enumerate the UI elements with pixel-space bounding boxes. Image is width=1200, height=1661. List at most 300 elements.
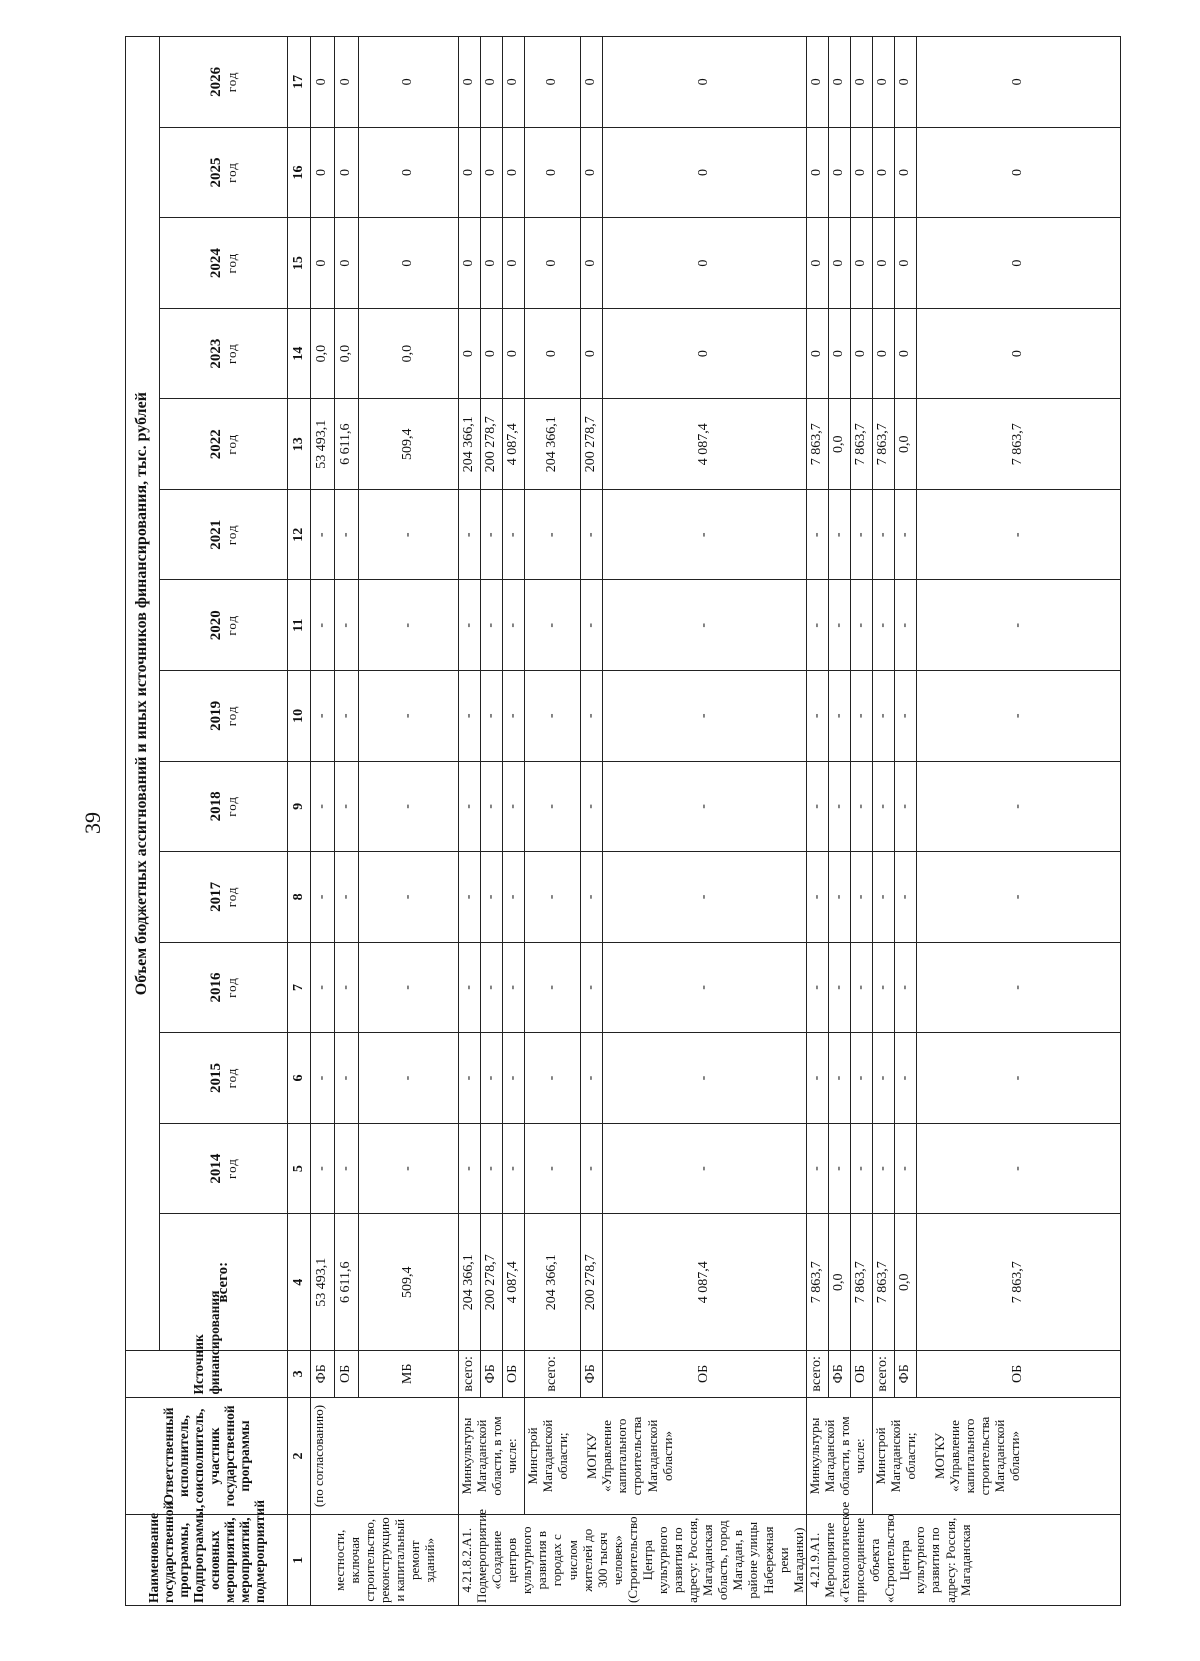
value-cell: -: [359, 942, 459, 1033]
value-cell: -: [459, 852, 481, 943]
header-year-value: 2021: [208, 519, 225, 550]
header-funding-title: Объем бюджетных ассигнований и иных источников финансирования, тыс. рублей: [126, 37, 160, 1351]
executor-ministry: Минстрой Магаданской области;: [872, 1419, 918, 1493]
value-cell: 7 863,7: [806, 1214, 828, 1351]
value-cell: -: [806, 1123, 828, 1214]
value-cell: -: [872, 942, 894, 1033]
executor-cell: [525, 1397, 807, 1515]
table-row: [459, 37, 481, 1606]
value-cell: 200 278,7: [580, 399, 602, 490]
value-cell: 0: [806, 127, 828, 218]
value-cell: 0: [503, 127, 525, 218]
value-cell: -: [481, 671, 503, 762]
value-cell: -: [916, 942, 1120, 1033]
column-number-row: [288, 37, 311, 1606]
table-row: [525, 37, 581, 1606]
value-cell: 0: [916, 127, 1120, 218]
value-cell: 0: [503, 218, 525, 309]
value-cell: -: [459, 489, 481, 580]
header-year-label: год: [223, 162, 239, 183]
value-cell: -: [580, 852, 602, 943]
value-cell: -: [525, 580, 581, 671]
header-year-value: 2024: [208, 248, 225, 279]
value-cell: 204 366,1: [525, 399, 581, 490]
value-cell: -: [525, 761, 581, 852]
table-body: [311, 37, 1121, 1606]
header-year-label: год: [223, 252, 239, 274]
value-cell: -: [872, 1033, 894, 1124]
value-cell: 0: [602, 127, 806, 218]
value-cell: 0: [850, 308, 872, 399]
value-cell: -: [828, 1033, 850, 1124]
executor-cell: [872, 1397, 1120, 1515]
column-number: 7: [288, 942, 311, 1033]
value-cell: -: [503, 671, 525, 762]
value-cell: -: [311, 580, 335, 671]
value-cell: 0: [525, 218, 581, 309]
value-cell: -: [580, 1033, 602, 1124]
header-total: всего:: [160, 1214, 288, 1351]
value-cell: -: [894, 580, 916, 671]
table-row: [335, 37, 359, 1606]
funding-table: [125, 36, 1121, 1606]
value-cell: -: [872, 761, 894, 852]
header-executor: Ответственный исполнитель, соисполнитель, участник государственной программы: [126, 1397, 288, 1515]
value-cell: -: [525, 852, 581, 943]
value-cell: -: [359, 1123, 459, 1214]
rotated-page: [125, 36, 1125, 1606]
column-number: 4: [288, 1214, 311, 1351]
value-cell: -: [503, 942, 525, 1033]
value-cell: -: [335, 852, 359, 943]
value-cell: 0: [481, 127, 503, 218]
value-cell: -: [459, 1033, 481, 1124]
value-cell: -: [916, 1123, 1120, 1214]
header-year: [160, 761, 288, 852]
value-cell: 0: [359, 218, 459, 309]
value-cell: -: [602, 671, 806, 762]
value-cell: 200 278,7: [481, 1214, 503, 1351]
value-cell: -: [872, 580, 894, 671]
value-cell: -: [335, 1123, 359, 1214]
value-cell: 0: [602, 37, 806, 128]
value-cell: -: [459, 1123, 481, 1214]
table-row: [580, 37, 602, 1606]
header-year-label: год: [223, 71, 239, 93]
table-row: [311, 37, 335, 1606]
value-cell: 204 366,1: [459, 1214, 481, 1351]
column-number: 14: [288, 308, 311, 399]
source-cell: всего:: [459, 1351, 481, 1397]
header-year-value: 2022: [208, 429, 225, 460]
value-cell: 0: [359, 127, 459, 218]
value-cell: -: [602, 1033, 806, 1124]
value-cell: -: [481, 580, 503, 671]
value-cell: 7 863,7: [916, 399, 1120, 490]
value-cell: -: [806, 942, 828, 1033]
value-cell: 0,0: [359, 308, 459, 399]
value-cell: 0: [459, 218, 481, 309]
header-year: [160, 1123, 288, 1214]
item-name-cell: 4.21.8.2.А1. Подмероприятие «Создание центров культурного развития в городах с числом жителей до 300 тысяч человек» (Строительство Центра культурного развития по адресу: Россия, Магаданская область, город Магадан, в районе улицы Набережная реки Магаданки): [459, 1515, 807, 1606]
value-cell: -: [359, 852, 459, 943]
value-cell: -: [481, 1033, 503, 1124]
value-cell: 7 863,7: [850, 399, 872, 490]
value-cell: 0: [850, 127, 872, 218]
table-row: [481, 37, 503, 1606]
table-row: [828, 37, 850, 1606]
column-number: 12: [288, 489, 311, 580]
header-year: [160, 852, 288, 943]
value-cell: -: [828, 852, 850, 943]
value-cell: 0: [916, 218, 1120, 309]
column-number: 1: [288, 1515, 311, 1606]
table-row: [806, 37, 828, 1606]
header-year-label: год: [223, 343, 239, 365]
value-cell: 0: [481, 308, 503, 399]
value-cell: -: [872, 1123, 894, 1214]
value-cell: 0: [335, 37, 359, 128]
value-cell: 0: [359, 37, 459, 128]
value-cell: -: [359, 1033, 459, 1124]
value-cell: -: [894, 1123, 916, 1214]
value-cell: -: [916, 671, 1120, 762]
value-cell: 0,0: [894, 399, 916, 490]
value-cell: 0: [459, 308, 481, 399]
executor-agency: МОГКУ «Управление капитального строительства Магаданской области»: [932, 1416, 1023, 1496]
value-cell: -: [525, 671, 581, 762]
value-cell: -: [916, 852, 1120, 943]
value-cell: 0: [850, 37, 872, 128]
value-cell: -: [602, 580, 806, 671]
source-cell: ОБ: [503, 1351, 525, 1397]
header-year-value: 2023: [208, 338, 225, 369]
value-cell: -: [894, 1033, 916, 1124]
value-cell: -: [503, 852, 525, 943]
value-cell: -: [894, 489, 916, 580]
column-number: 8: [288, 852, 311, 943]
value-cell: 0: [850, 218, 872, 309]
value-cell: -: [850, 761, 872, 852]
value-cell: -: [335, 942, 359, 1033]
value-cell: -: [525, 1123, 581, 1214]
value-cell: 204 366,1: [525, 1214, 581, 1351]
source-cell: ФБ: [828, 1351, 850, 1397]
value-cell: 53 493,1: [311, 1214, 335, 1351]
value-cell: -: [850, 1123, 872, 1214]
header-source: Источник финансирования: [126, 1351, 288, 1397]
value-cell: -: [580, 942, 602, 1033]
value-cell: -: [916, 580, 1120, 671]
source-cell: ФБ: [580, 1351, 602, 1397]
value-cell: 0: [311, 127, 335, 218]
header-year-label: год: [223, 433, 239, 455]
value-cell: -: [359, 580, 459, 671]
value-cell: 0: [481, 37, 503, 128]
header-year-value: 2017: [208, 881, 225, 912]
value-cell: -: [335, 761, 359, 852]
value-cell: 0: [580, 37, 602, 128]
header-year: [160, 671, 288, 762]
value-cell: -: [850, 852, 872, 943]
header-year: [160, 580, 288, 671]
value-cell: -: [481, 852, 503, 943]
source-cell: МБ: [359, 1351, 459, 1397]
value-cell: 0: [828, 308, 850, 399]
value-cell: -: [872, 671, 894, 762]
value-cell: 0: [806, 218, 828, 309]
table-row: [894, 37, 916, 1606]
value-cell: 0: [602, 308, 806, 399]
value-cell: 7 863,7: [872, 1214, 894, 1351]
value-cell: -: [806, 580, 828, 671]
value-cell: -: [481, 489, 503, 580]
value-cell: 0: [503, 308, 525, 399]
value-cell: -: [828, 761, 850, 852]
source-cell: всего:: [806, 1351, 828, 1397]
value-cell: -: [828, 489, 850, 580]
value-cell: -: [806, 671, 828, 762]
header-year: [160, 399, 288, 490]
value-cell: 6 611,6: [335, 1214, 359, 1351]
header-year-label: год: [223, 977, 239, 998]
value-cell: 0: [872, 37, 894, 128]
value-cell: 53 493,1: [311, 399, 335, 490]
value-cell: -: [311, 1123, 335, 1214]
value-cell: -: [580, 671, 602, 762]
header-year: [160, 489, 288, 580]
value-cell: -: [602, 942, 806, 1033]
header-year: [160, 218, 288, 309]
value-cell: 0: [580, 218, 602, 309]
header-year-value: 2020: [208, 610, 225, 641]
value-cell: -: [525, 942, 581, 1033]
value-cell: 0: [525, 127, 581, 218]
value-cell: -: [503, 761, 525, 852]
value-cell: 4 087,4: [602, 399, 806, 490]
value-cell: 0: [828, 218, 850, 309]
value-cell: -: [503, 489, 525, 580]
item-name-cell: 4.21.9.А1. Мероприятие «Технологическое присоединение объекта «Строительство Центра культурного развития по адресу: Россия, Магаданская: [806, 1515, 1120, 1606]
value-cell: -: [828, 1123, 850, 1214]
value-cell: 0: [872, 308, 894, 399]
value-cell: -: [872, 489, 894, 580]
value-cell: 4 087,4: [602, 1214, 806, 1351]
header-year-label: год: [223, 705, 239, 727]
column-number: 9: [288, 761, 311, 852]
value-cell: 509,4: [359, 399, 459, 490]
header-name: Наименование государственной программы, Подпрограммы, основных мероприятий, мероприятий, подмероприятий: [126, 1515, 288, 1606]
value-cell: -: [894, 761, 916, 852]
value-cell: -: [602, 852, 806, 943]
value-cell: -: [311, 1033, 335, 1124]
column-number: 13: [288, 399, 311, 490]
value-cell: -: [602, 489, 806, 580]
value-cell: 0: [828, 127, 850, 218]
value-cell: -: [335, 1033, 359, 1124]
table-row: [359, 37, 459, 1606]
value-cell: 4 087,4: [503, 1214, 525, 1351]
header-year: [160, 127, 288, 218]
value-cell: 4 087,4: [503, 399, 525, 490]
value-cell: -: [311, 942, 335, 1033]
source-cell: ОБ: [916, 1351, 1120, 1397]
source-cell: ФБ: [481, 1351, 503, 1397]
value-cell: 6 611,6: [335, 399, 359, 490]
value-cell: -: [916, 489, 1120, 580]
value-cell: -: [894, 942, 916, 1033]
header-year-value: 2014: [208, 1153, 225, 1184]
value-cell: -: [459, 671, 481, 762]
header-year-label: год: [223, 614, 239, 636]
value-cell: 0: [459, 127, 481, 218]
header-year-value: 2016: [208, 972, 225, 1003]
value-cell: 0: [525, 308, 581, 399]
value-cell: -: [503, 1033, 525, 1124]
value-cell: -: [828, 942, 850, 1033]
value-cell: -: [806, 1033, 828, 1124]
value-cell: -: [459, 942, 481, 1033]
table-row: [872, 37, 894, 1606]
value-cell: -: [894, 671, 916, 762]
column-number: 15: [288, 218, 311, 309]
source-cell: всего:: [525, 1351, 581, 1397]
table-row: [503, 37, 525, 1606]
header-year-value: 2019: [208, 700, 225, 731]
header-year-label: год: [223, 1067, 239, 1089]
value-cell: -: [850, 942, 872, 1033]
source-cell: ОБ: [602, 1351, 806, 1397]
value-cell: -: [828, 671, 850, 762]
value-cell: -: [916, 1033, 1120, 1124]
executor-cell: Минкультуры Магаданской области, в том числе:: [806, 1397, 872, 1515]
value-cell: 0: [806, 37, 828, 128]
value-cell: -: [525, 1033, 581, 1124]
value-cell: 0: [894, 37, 916, 128]
source-cell: ФБ: [311, 1351, 335, 1397]
value-cell: 0: [335, 218, 359, 309]
value-cell: 7 863,7: [916, 1214, 1120, 1351]
header-year: [160, 308, 288, 399]
value-cell: 0,0: [311, 308, 335, 399]
value-cell: -: [503, 1123, 525, 1214]
source-cell: ОБ: [335, 1351, 359, 1397]
column-number: 11: [288, 580, 311, 671]
value-cell: 0: [894, 218, 916, 309]
value-cell: 0: [311, 37, 335, 128]
value-cell: 0: [525, 37, 581, 128]
column-number: 17: [288, 37, 311, 128]
value-cell: -: [311, 489, 335, 580]
value-cell: -: [359, 489, 459, 580]
header-year: [160, 1033, 288, 1124]
value-cell: 0,0: [894, 1214, 916, 1351]
value-cell: -: [872, 852, 894, 943]
value-cell: -: [311, 852, 335, 943]
value-cell: 7 863,7: [806, 399, 828, 490]
executor-cell: Минкультуры Магаданской области, в том числе:: [459, 1397, 525, 1515]
value-cell: 0: [828, 37, 850, 128]
value-cell: 0: [503, 37, 525, 128]
item-name-cell: местности, включая строительство, реконструкцию и капитальный ремонт зданий»: [311, 1515, 459, 1606]
value-cell: 200 278,7: [481, 399, 503, 490]
value-cell: 0: [459, 37, 481, 128]
table-row: [916, 37, 1120, 1606]
value-cell: -: [850, 580, 872, 671]
value-cell: -: [359, 761, 459, 852]
table-row: [850, 37, 872, 1606]
value-cell: -: [850, 1033, 872, 1124]
value-cell: 0: [916, 37, 1120, 128]
value-cell: -: [850, 489, 872, 580]
column-number: 3: [288, 1351, 311, 1397]
value-cell: -: [602, 1123, 806, 1214]
value-cell: -: [828, 580, 850, 671]
value-cell: 0,0: [828, 1214, 850, 1351]
value-cell: -: [580, 1123, 602, 1214]
value-cell: -: [806, 489, 828, 580]
source-cell: ФБ: [894, 1351, 916, 1397]
header-year-value: 2026: [208, 66, 225, 97]
value-cell: -: [580, 489, 602, 580]
value-cell: -: [481, 761, 503, 852]
header-year-label: год: [223, 1158, 239, 1179]
header-year: [160, 37, 288, 128]
value-cell: 204 366,1: [459, 399, 481, 490]
value-cell: -: [806, 852, 828, 943]
executor-cell: (по согласованию): [311, 1397, 459, 1515]
value-cell: 0,0: [335, 308, 359, 399]
value-cell: -: [335, 671, 359, 762]
value-cell: 0,0: [828, 399, 850, 490]
header-year-value: 2018: [208, 791, 225, 822]
value-cell: -: [525, 489, 581, 580]
column-number: 6: [288, 1033, 311, 1124]
value-cell: 200 278,7: [580, 1214, 602, 1351]
value-cell: 0: [894, 127, 916, 218]
value-cell: -: [503, 580, 525, 671]
source-cell: ОБ: [850, 1351, 872, 1397]
value-cell: -: [311, 671, 335, 762]
column-number: 2: [288, 1397, 311, 1515]
value-cell: -: [335, 580, 359, 671]
page-number: 39: [80, 812, 105, 834]
value-cell: 509,4: [359, 1214, 459, 1351]
value-cell: 0: [311, 218, 335, 309]
value-cell: -: [459, 761, 481, 852]
value-cell: 0: [580, 127, 602, 218]
value-cell: -: [916, 761, 1120, 852]
value-cell: 0: [580, 308, 602, 399]
value-cell: 0: [335, 127, 359, 218]
value-cell: 7 863,7: [872, 399, 894, 490]
value-cell: -: [894, 852, 916, 943]
value-cell: -: [806, 761, 828, 852]
header-year-label: год: [223, 524, 239, 546]
value-cell: 0: [602, 218, 806, 309]
value-cell: -: [335, 489, 359, 580]
value-cell: 7 863,7: [850, 1214, 872, 1351]
executor-agency: МОГКУ «Управление капитального строительства Магаданской области»: [584, 1416, 675, 1496]
header-year-label: год: [223, 796, 239, 817]
value-cell: 0: [916, 308, 1120, 399]
value-cell: 0: [872, 218, 894, 309]
value-cell: -: [602, 761, 806, 852]
value-cell: -: [311, 761, 335, 852]
value-cell: -: [580, 761, 602, 852]
header-year-value: 2025: [208, 157, 225, 188]
header-year-label: год: [223, 886, 239, 908]
